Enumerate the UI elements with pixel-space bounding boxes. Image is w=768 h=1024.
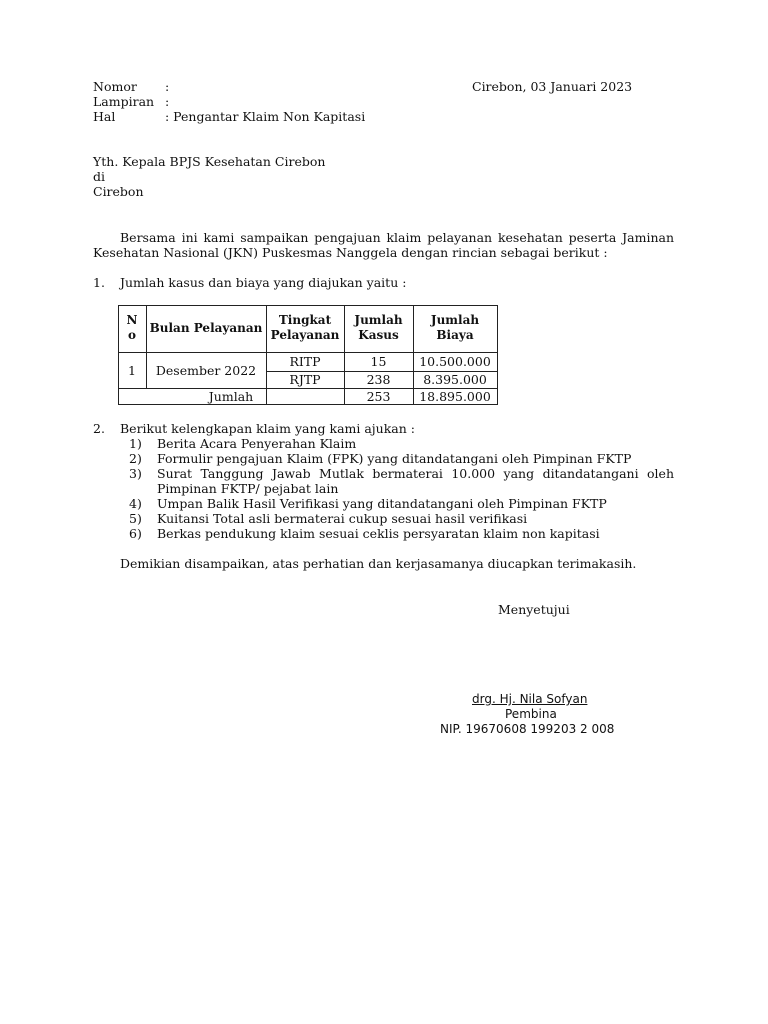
list-item: Umpan Balik Hasil Verifikasi yang ditandatangani oleh Pimpinan FKTP	[157, 496, 607, 511]
row-kasus-ritp: 15	[370, 354, 387, 369]
signatory-rank: Pembina	[505, 707, 557, 721]
recipient-line-2: di	[93, 169, 105, 184]
row-bulan: Desember 2022	[155, 363, 257, 378]
signatory-name: drg. Hj. Nila Sofyan	[472, 692, 588, 706]
intro-paragraph: Bersama ini kami sampaikan pengajuan klaim pelayanan kesehatan peserta Jaminan Kesehatan Nasional (JKN) Puskesmas Nanggela dengan rincian sebagai berikut :	[93, 230, 674, 260]
list-item: Berkas pendukung klaim sesuai ceklis persyaratan klaim non kapitasi	[157, 526, 600, 541]
point-2-number: 2.	[93, 421, 105, 436]
point-2-text: Berikut kelengkapan klaim yang kami ajukan :	[120, 421, 415, 436]
point-1-text: Jumlah kasus dan biaya yang diajukan yaitu :	[120, 275, 407, 290]
list-item: Kuitansi Total asli bermaterai cukup sesuai hasil verifikasi	[157, 511, 528, 526]
header-bulan: Bulan Pelayanan	[149, 321, 263, 335]
list-item-number: 2)	[129, 451, 142, 466]
approval-label: Menyetujui	[498, 602, 570, 617]
header-jumlah-biaya: Jumlah Biaya	[430, 313, 480, 342]
hal-label: Hal	[93, 109, 116, 124]
list-item-number: 6)	[129, 526, 142, 541]
recipient-line-1: Yth. Kepala BPJS Kesehatan Cirebon	[93, 154, 326, 169]
list-item: Formulir pengajuan Klaim (FPK) yang ditandatangani oleh Pimpinan FKTP	[157, 451, 632, 466]
total-biaya: 18.895.000	[419, 389, 491, 404]
list-item: Berita Acara Penyerahan Klaim	[157, 436, 357, 451]
letter-date: Cirebon, 03 Januari 2023	[472, 79, 633, 94]
row-tingkat-ritp: RITP	[289, 354, 321, 369]
row-biaya-ritp: 10.500.000	[419, 354, 491, 369]
lampiran-colon: :	[165, 94, 170, 109]
row-tingkat-rjtp: RJTP	[289, 372, 321, 387]
point-1-number: 1.	[93, 275, 105, 290]
list-item-number: 4)	[129, 496, 142, 511]
list-item-number: 1)	[129, 436, 142, 451]
nomor-label: Nomor	[93, 79, 137, 94]
row-biaya-rjtp: 8.395.000	[423, 372, 487, 387]
header-tingkat: Tingkat Pelayanan	[270, 313, 340, 342]
list-item-number: 3)	[129, 466, 142, 481]
hal-value: : Pengantar Klaim Non Kapitasi	[165, 109, 366, 124]
closing-sentence: Demikian disampaikan, atas perhatian dan kerjasamanya diucapkan terimakasih.	[120, 556, 637, 571]
signatory-nip: NIP. 19670608 199203 2 008	[440, 722, 615, 736]
nomor-colon: :	[165, 79, 170, 94]
lampiran-label: Lampiran	[93, 94, 155, 109]
total-kasus: 253	[366, 389, 391, 404]
list-item: Surat Tanggung Jawab Mutlak bermaterai 10.000 yang ditandatangani oleh Pimpinan FKTP/ pejabat lain	[157, 466, 674, 496]
claims-table	[118, 305, 498, 405]
list-item-number: 5)	[129, 511, 142, 526]
header-jumlah-kasus: Jumlah Kasus	[354, 313, 403, 342]
total-label: Jumlah	[208, 389, 254, 404]
row-no: 1	[128, 363, 136, 378]
row-kasus-rjtp: 238	[366, 372, 391, 387]
recipient-line-3: Cirebon	[93, 184, 144, 199]
header-no: N o	[126, 313, 138, 342]
